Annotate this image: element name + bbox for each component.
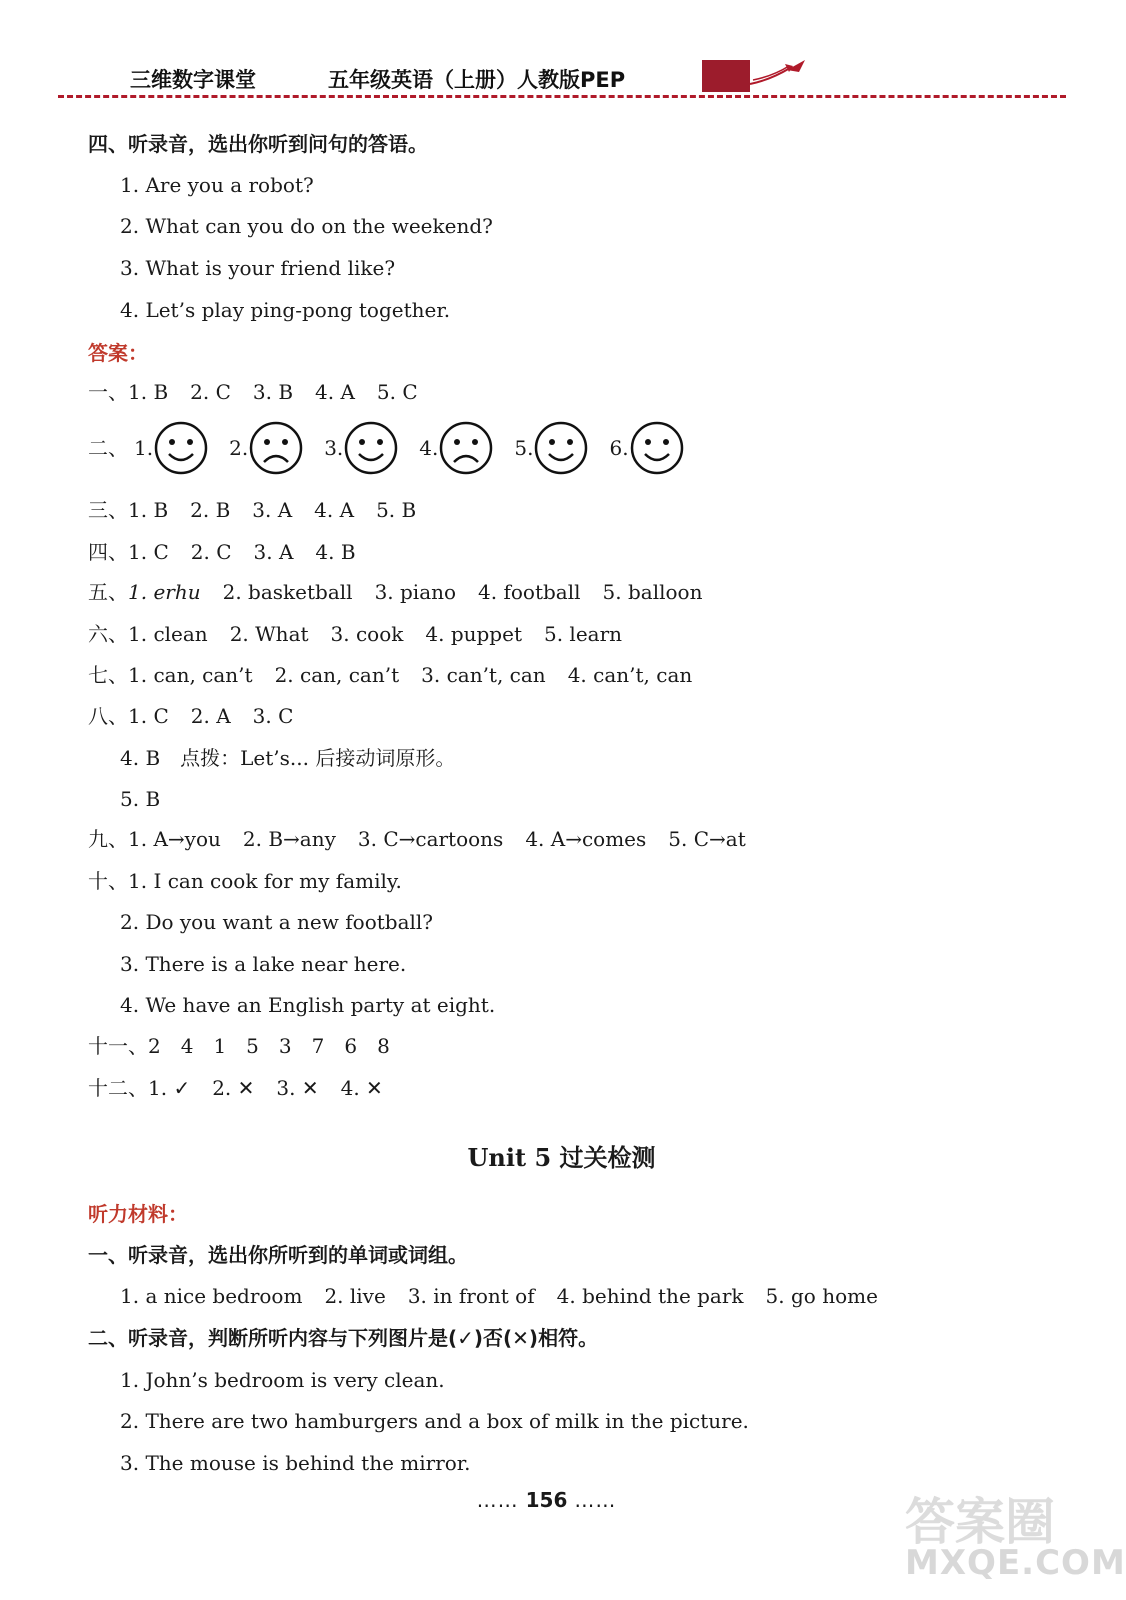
answer-label: 九、	[88, 827, 128, 851]
answer-item: 4. can’t, can	[567, 663, 693, 687]
answer-item: 3. cook	[330, 622, 404, 646]
answer-item: 1. clean	[128, 622, 208, 646]
answer-item: 3. C→cartoons	[357, 827, 504, 851]
answer-row-11	[88, 1036, 390, 1056]
answer-item: 3. piano	[374, 580, 457, 604]
answers-label: 答案：	[88, 341, 148, 365]
answer-row-2	[88, 420, 705, 476]
answer-item: 3. can’t, can	[421, 663, 546, 687]
listening-items	[120, 1286, 900, 1306]
answer-item: 2 4 1 5 3 7 6 8	[148, 1034, 390, 1058]
answer-item: 1. erhu	[128, 580, 201, 604]
sad-face-icon	[248, 420, 304, 476]
answer-item: 2. ✕	[212, 1076, 255, 1100]
answer-label: 五、	[88, 580, 128, 604]
answer-item: 1. C	[128, 704, 169, 728]
answer-item: 5. B	[376, 498, 417, 522]
answer-item: 4. ✕	[340, 1076, 383, 1100]
listening-label: 听力材料：	[88, 1202, 188, 1226]
listening-item: 1. a nice bedroom	[120, 1284, 303, 1308]
answer-item: 4. B	[315, 540, 356, 564]
answer-item: 2. basketball	[222, 580, 353, 604]
answer-item: 2. B	[190, 498, 231, 522]
section-title: 四、听录音，选出你听到问句的答语。	[88, 132, 428, 156]
answer-row-9	[88, 829, 768, 849]
answer-item: 4. football	[478, 580, 581, 604]
section-title: 一、听录音，选出你所听到的单词或词组。	[88, 1243, 468, 1267]
answer-item: 4. A	[315, 380, 355, 404]
answer-item: 3. A	[253, 540, 294, 564]
question-item: 3. What is your friend like?	[120, 256, 396, 280]
answer-item: 1. ✓	[148, 1076, 191, 1100]
question-item: 4. Let’s play ping-pong together.	[120, 298, 451, 322]
watermark-logo: 答案圈	[905, 1493, 1055, 1551]
answer-item: 3. There is a lake near here.	[120, 952, 407, 976]
smiley-face-icon	[533, 420, 589, 476]
answer-item: 2. C	[190, 380, 231, 404]
answer-item: 5. B	[120, 787, 161, 811]
smiley-face-icon	[153, 420, 209, 476]
answer-item: 1. I can cook for my family.	[128, 869, 402, 893]
page-number: 156	[525, 1488, 568, 1512]
answer-item: 2. B→any	[242, 827, 336, 851]
answer-item: 1. B	[128, 498, 169, 522]
answer-item: 5. balloon	[602, 580, 703, 604]
answer-note: 4. B 点拨：Let’s... 后接动词原形。	[120, 746, 456, 770]
smiley-face-icon	[629, 420, 685, 476]
answer-item: 4. A	[314, 498, 355, 522]
answer-row-10	[88, 871, 402, 891]
answer-item: 1. A→you	[128, 827, 221, 851]
answer-row-12	[88, 1078, 405, 1098]
answer-label: 十、	[88, 869, 128, 893]
answer-item: 2. C	[190, 540, 232, 564]
answer-label: 十一、	[88, 1034, 148, 1058]
answer-item: 2. can, can’t	[274, 663, 400, 687]
listening-item: 5. go home	[765, 1284, 878, 1308]
listening-item: 3. The mouse is behind the mirror.	[120, 1451, 471, 1475]
watermark-text: MXQE.COM	[905, 1543, 1126, 1583]
question-item: 2. What can you do on the weekend?	[120, 214, 493, 238]
answer-row-8	[88, 706, 315, 726]
answer-row-5	[88, 582, 724, 602]
sad-face-icon	[438, 420, 494, 476]
listening-item: 3. in front of	[407, 1284, 535, 1308]
listening-item: 2. There are two hamburgers and a box of milk in the picture.	[120, 1409, 749, 1433]
answer-item: 5.	[514, 436, 534, 460]
book-series: 三维数字课堂	[130, 68, 256, 92]
smiley-face-icon	[343, 420, 399, 476]
answer-item: 6.	[609, 436, 629, 460]
listening-item: 2. live	[324, 1284, 386, 1308]
answer-item: 2. Do you want a new football?	[120, 910, 434, 934]
answer-item: 1. B	[128, 380, 169, 404]
answer-item: 3. ✕	[276, 1076, 319, 1100]
answer-item: 3. A	[252, 498, 293, 522]
listening-item: 1. John’s bedroom is very clean.	[120, 1368, 445, 1392]
answer-item: 1.	[134, 436, 154, 460]
answer-label: 二、	[88, 436, 128, 460]
answer-row-1	[88, 382, 440, 402]
answer-item: 3. B	[252, 380, 294, 404]
answer-row-4	[88, 542, 378, 562]
answer-item: 4. A→comes	[525, 827, 647, 851]
answer-label: 十二、	[88, 1076, 148, 1100]
answer-item: 5. C→at	[668, 827, 746, 851]
answer-row-6	[88, 624, 644, 644]
answer-item: 2.	[229, 436, 249, 460]
answer-label: 七、	[88, 663, 128, 687]
question-item: 1. Are you a robot?	[120, 173, 314, 197]
section-title: 二、听录音，判断所听内容与下列图片是(✓)否(✕)相符。	[88, 1326, 599, 1350]
answer-item: 3.	[324, 436, 344, 460]
answer-item: 5. C	[376, 380, 418, 404]
answer-item: 2. What	[229, 622, 309, 646]
answer-item: 5. learn	[543, 622, 623, 646]
answer-item: 4.	[419, 436, 439, 460]
answer-item: 4. We have an English party at eight.	[120, 993, 496, 1017]
unit-title: Unit 5 过关检测	[467, 1143, 656, 1172]
page-dots: ……	[574, 1488, 617, 1512]
answer-label: 三、	[88, 498, 128, 522]
answer-item: 4. puppet	[425, 622, 522, 646]
answer-label: 一、	[88, 380, 128, 404]
answer-label: 八、	[88, 704, 128, 728]
answer-item: 1. C	[128, 540, 169, 564]
answer-item: 1. can, can’t	[128, 663, 253, 687]
answer-item: 2. A	[190, 704, 231, 728]
listening-item: 4. behind the park	[556, 1284, 744, 1308]
answer-item: 3. C	[252, 704, 294, 728]
page-dots: ……	[476, 1488, 519, 1512]
answer-row-7	[88, 665, 714, 685]
answer-label: 六、	[88, 622, 128, 646]
book-title: 五年级英语（上册）人教版PEP	[328, 68, 626, 92]
answer-row-3	[88, 500, 438, 520]
answer-label: 四、	[88, 540, 128, 564]
